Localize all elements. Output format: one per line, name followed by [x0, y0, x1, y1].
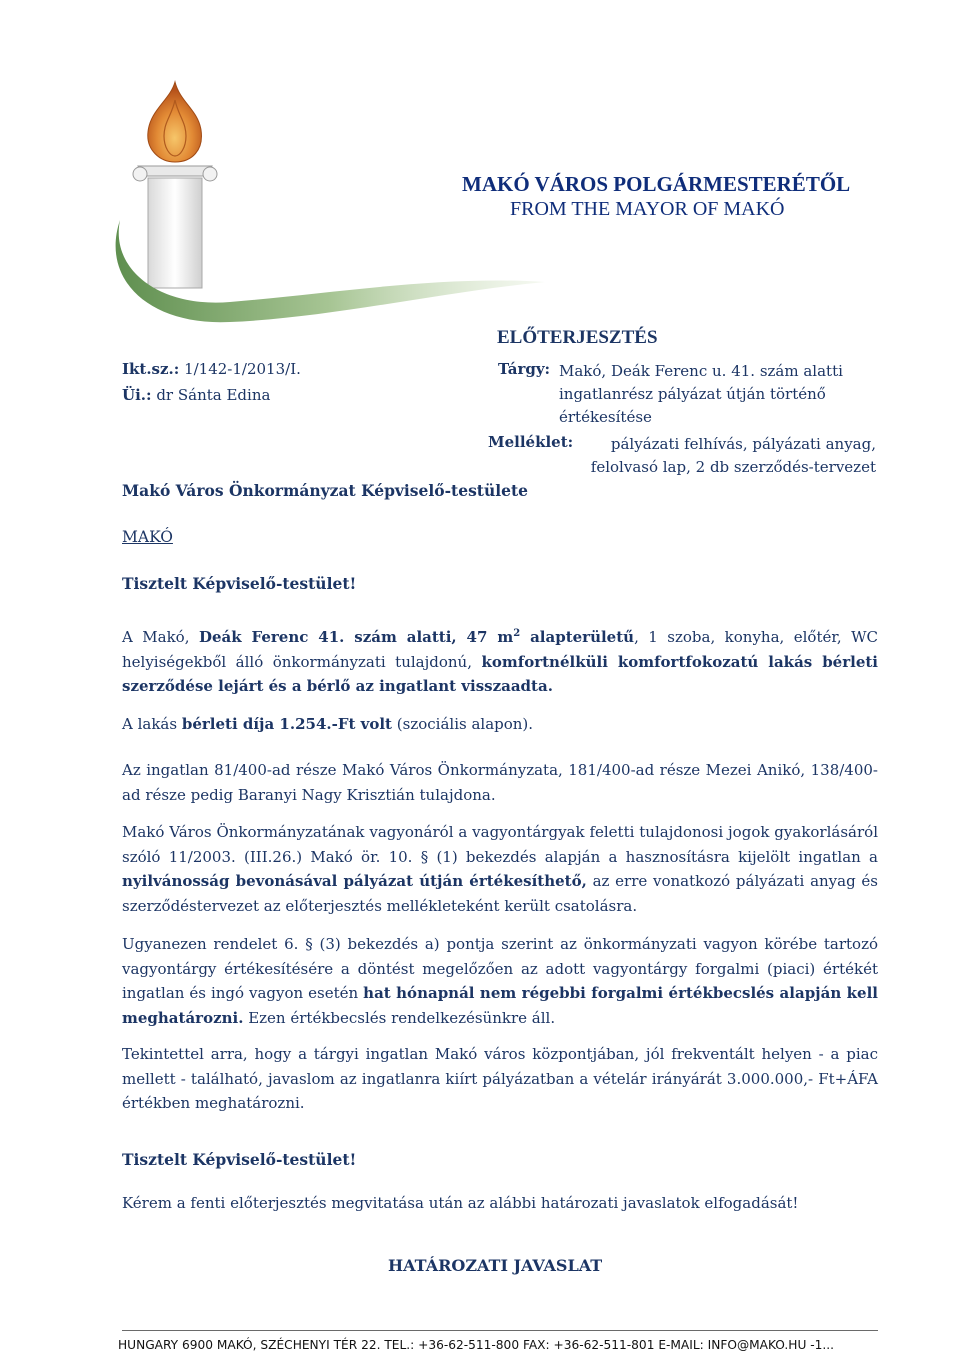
recipient-city: MAKÓ [122, 528, 173, 546]
salutation: Tisztelt Képviselő-testület! [122, 574, 357, 593]
p1-text-a: A Makó, [122, 628, 199, 646]
p1-address: Deák Ferenc 41. szám alatti, 47 m [198, 628, 514, 646]
p2-rent: bérleti díja 1.254.-Ft volt [181, 715, 392, 733]
uii-value: dr Sánta Edina [156, 386, 271, 404]
footer-address: HUNGARY 6900 MAKÓ, SZÉCHENYI TÉR 22. TEL.: +36-62-511-800 FAX: +36-62-511-801 E-MAIL: INFO@MAKO.HU -1... [118, 1338, 835, 1352]
mayor-title-en: FROM THE MAYOR OF MAKÓ [510, 198, 785, 220]
paragraph-property [122, 622, 878, 699]
paragraph-price: Tekintettel arra, hogy a tárgyi ingatlan Makó város központjában, jól frekventált helyen - a piac mellett - található, javaslom az ingatlanra kiírt pályázatban a vételár irányárát 3.000.000,- Ft+ÁFA értékben meghatározni. [122, 1045, 878, 1112]
p1-superscript: 2 [513, 628, 521, 639]
recipient-body: Makó Város Önkormányzat Képviselő-testülete [122, 481, 529, 500]
attachment-label: Melléklet: [488, 433, 574, 451]
resolution-heading: HATÁROZATI JAVASLAT [388, 1256, 603, 1275]
closing-request: Kérem a fenti előterjesztés megvitatása után az alábbi határozati javaslatok elfogadását! [122, 1194, 799, 1212]
p5-text-b: (3) bekezdés a) pontja szerint az önkormányzati vagyon körébe tartozó vagyontárgy értékesítésére a döntést megelőzően az adott vagyontárgy forgalmi (piaci) értékét ingatlan és ingó vagyon esetén [122, 935, 878, 1002]
p5-text-d: Ezen értékbecslés rendelkezésünkre áll. [243, 1008, 556, 1027]
p1-area: alapterületű [520, 628, 635, 646]
p4-tender: nyilvánosság bevonásával pályázat útján értékesíthető, [122, 872, 587, 890]
p5-valuation-rule: hat hónapnál nem régebbi forgalmi értékbecslés alapján kell meghatározni. [122, 984, 878, 1027]
closing-salutation: Tisztelt Képviselő-testület! [122, 1150, 357, 1169]
p1-text-d: , 1 szoba, konyha, előtér, WC helyiségekből álló önkormányzati tulajdonú, [122, 628, 878, 671]
subject-label: Tárgy: [498, 360, 551, 378]
p5-section-sign: § [305, 935, 313, 953]
document-type-heading: ELŐTERJESZTÉS [497, 327, 658, 348]
uii-label: Üi.: [122, 386, 152, 404]
footer-divider [122, 1330, 878, 1331]
attachment-value: pályázati felhívás, pályázati anyag, felolvasó lap, 2 db szerződés-tervezet [590, 435, 876, 476]
p1-status: komfortnélküli komfortfokozatú lakás bérleti szerződése lejárt és a bérlő az ingatlant visszaadta. [122, 652, 878, 695]
mayor-title-hu: MAKÓ VÁROS POLGÁRMESTERÉTŐL [462, 172, 851, 196]
p2-text-c: (szociális alapon). [392, 715, 534, 733]
iktsz-label: Ikt.sz.: [122, 360, 180, 378]
uii-line [122, 386, 270, 404]
flame-column-logo [80, 70, 550, 340]
paragraph-rent [122, 712, 878, 737]
p4-text-d: az erre vonatkozó pályázati anyag és szerződéstervezet az előterjesztés mellékleteként került csatolásra. [122, 872, 878, 915]
p5-text-a: Ugyanezen rendelet 6. [122, 935, 306, 953]
p4-text-a: Makó Város Önkormányzatának vagyonáról a vagyontárgyak feletti tulajdonosi jogok gyakorlásáról szóló 11/2003. (III.26.) Makó ör. 10. [122, 823, 878, 866]
iktsz-value: 1/142-1/2013/I. [184, 360, 301, 378]
subject-value: Makó, Deák Ferenc u. 41. szám alatti ingatlanrész pályázat útján történő értékesítése [559, 362, 843, 426]
p4-text-b: (1) bekezdés alapján a hasznosításra kijelölt ingatlan a [428, 847, 879, 866]
paragraph-ownership: Az ingatlan 81/400-ad része Makó Város Önkormányzata, 181/400-ad része Mezei Anikó, 138/400-ad része pedig Baranyi Nagy Krisztián tulajdona. [122, 761, 878, 804]
paragraph-regulation [122, 820, 878, 918]
paragraph-valuation [122, 932, 878, 1030]
p2-text-a: A lakás [122, 715, 182, 733]
iktsz-line [122, 360, 301, 378]
p4-section-sign: § [420, 847, 429, 866]
